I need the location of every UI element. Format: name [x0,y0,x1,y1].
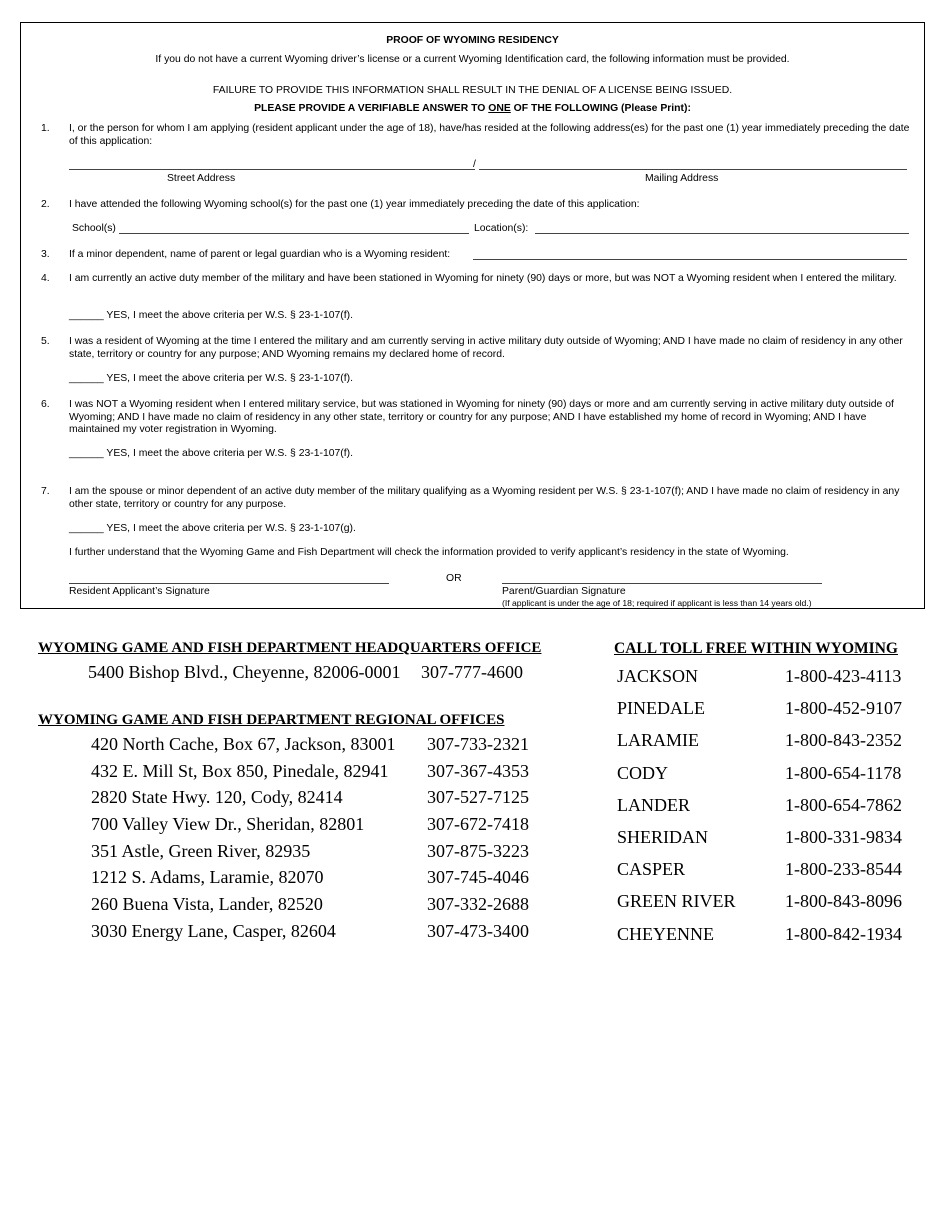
understand-statement: I further understand that the Wyoming Game and Fish Department will check the information provided to verify applicant’s residency in the state of Wyoming. [69,547,789,558]
tollfree-list [617,666,917,956]
address-slash: / [473,159,476,170]
list-item: 1212 S. Adams, Laramie, 82070 307-745-4046 [91,867,529,888]
parent-signature-label: Parent/Guardian Signature [502,586,626,597]
resident-signature-field[interactable] [69,583,389,584]
list-item: CHEYENNE 1-800-842-1934 [617,923,902,944]
hq-heading: WYOMING GAME AND FISH DEPARTMENT HEADQUARTERS OFFICE [38,640,542,656]
tollfree-heading: CALL TOLL FREE WITHIN WYOMING [614,640,898,657]
list-item: JACKSON 1-800-423-4113 [617,666,902,686]
form-intro: If you do not have a current Wyoming driver’s license or a current Wyoming Identification card, the following information must be provided. [155,54,790,65]
form-title: PROOF OF WYOMING RESIDENCY [386,35,559,46]
hq-address: 5400 Bishop Blvd., Cheyenne, 82006-0001 [88,662,401,682]
list-item: LANDER 1-800-654-7862 [617,794,902,815]
failure-notice: FAILURE TO PROVIDE THIS INFORMATION SHALL RESULT IN THE DENIAL OF A LICENSE BEING ISSUED. [212,85,733,96]
mailing-address-label: Mailing Address [645,173,719,184]
instruction: PLEASE PROVIDE A VERIFIABLE ANSWER TO ONE OF THE FOLLOWING (Please Print): [254,103,691,114]
or-label: OR [446,573,462,584]
yes-criteria-f: ______ YES, I meet the above criteria per W.S. § 23-1-107(f). [69,373,353,384]
item-text: I was a resident of Wyoming at the time I entered the military and am currently serving in active military duty outside of Wyoming; AND I have made no claim of residency in any other state, territory or country for any purpose; AND Wyoming remains my declared home of record. [69,336,903,360]
item-text: I, or the person for whom I am applying (resident applicant under the age of 18), have/has resided at the following address(es) for the past one (1) year immediately preceding the date of this application: [69,123,910,147]
item-number: 3. [41,249,50,260]
list-item: LARAMIE 1-800-843-2352 [617,730,902,751]
parent-signature-note: (If applicant is under the age of 18; required if applicant is less than 14 years old.) [502,598,812,608]
list-item: 432 E. Mill St, Box 850, Pinedale, 82941 307-367-4353 [91,760,529,781]
yes-criteria-f: ______ YES, I meet the above criteria per W.S. § 23-1-107(f). [69,310,353,321]
locations-label: Location(s): [474,223,529,234]
locations-field[interactable] [535,233,909,234]
yes-checkbox-line[interactable]: ______ [69,448,104,459]
list-item: CASPER 1-800-233-8544 [617,859,902,880]
list-item: GREEN RIVER 1-800-843-8096 [617,891,902,912]
item-number: 5. [41,336,50,347]
regional-heading: WYOMING GAME AND FISH DEPARTMENT REGIONAL OFFICES [38,712,505,728]
schools-field[interactable] [119,233,469,234]
parent-signature-field[interactable] [502,583,822,584]
yes-checkbox-line[interactable]: ______ [69,373,104,384]
list-item: 2820 State Hwy. 120, Cody, 82414 307-527-7125 [91,787,529,808]
list-item: 420 North Cache, Box 67, Jackson, 83001 307-733-2321 [91,734,529,754]
yes-criteria-g: ______ YES, I meet the above criteria per W.S. § 23-1-107(g). [69,523,356,534]
list-item: 700 Valley View Dr., Sheridan, 82801 307-672-7418 [91,814,529,835]
list-item: 3030 Energy Lane, Casper, 82604 307-473-3400 [91,920,529,941]
regional-offices-list [91,734,551,948]
list-item: CODY 1-800-654-1178 [617,762,902,783]
mailing-address-field[interactable] [479,169,907,170]
schools-label: School(s) [72,223,116,234]
item-number: 7. [41,486,50,497]
item-text: I was NOT a Wyoming resident when I entered military service, but was stationed in Wyoming for ninety (90) days or more and am currently serving in active military duty outside of Wyoming; AND I have made no claim of residency in any other state, territory or country for any purpose; AND I have established my home of record in Wyoming; AND I have maintained my voter registration in Wyoming. [69,399,894,435]
item-number: 1. [41,123,50,134]
item-number: 4. [41,273,50,284]
yes-checkbox-line[interactable]: ______ [69,523,104,534]
guardian-name-field[interactable] [473,259,907,260]
street-address-label: Street Address [167,173,236,184]
list-item: SHERIDAN 1-800-331-9834 [617,826,902,847]
item-number: 6. [41,399,50,410]
hq-phone: 307-777-4600 [421,662,523,682]
yes-criteria-f: ______ YES, I meet the above criteria per W.S. § 23-1-107(f). [69,448,353,459]
list-item: 260 Buena Vista, Lander, 82520 307-332-2688 [91,894,529,915]
list-item: PINEDALE 1-800-452-9107 [617,698,902,719]
item-text: If a minor dependent, name of parent or legal guardian who is a Wyoming resident: [69,249,451,260]
item-text: I have attended the following Wyoming school(s) for the past one (1) year immediately preceding the date of this application: [69,199,640,210]
residency-form [20,22,925,609]
item-number: 2. [41,199,50,210]
list-item: 351 Astle, Green River, 82935 307-875-3223 [91,840,529,861]
resident-signature-label: Resident Applicant’s Signature [69,586,210,597]
yes-checkbox-line[interactable]: ______ [69,310,104,321]
item-text: I am currently an active duty member of the military and have been stationed in Wyoming for ninety (90) days or more, but was NOT a Wyoming resident when I entered the military. [69,273,897,284]
street-address-field[interactable] [69,169,475,170]
item-text: I am the spouse or minor dependent of an active duty member of the military qualifying as a Wyoming resident per W.S. § 23-1-107(f); AND I have made no claim of residency in any other state, territory or country for any purpose. [69,486,900,510]
